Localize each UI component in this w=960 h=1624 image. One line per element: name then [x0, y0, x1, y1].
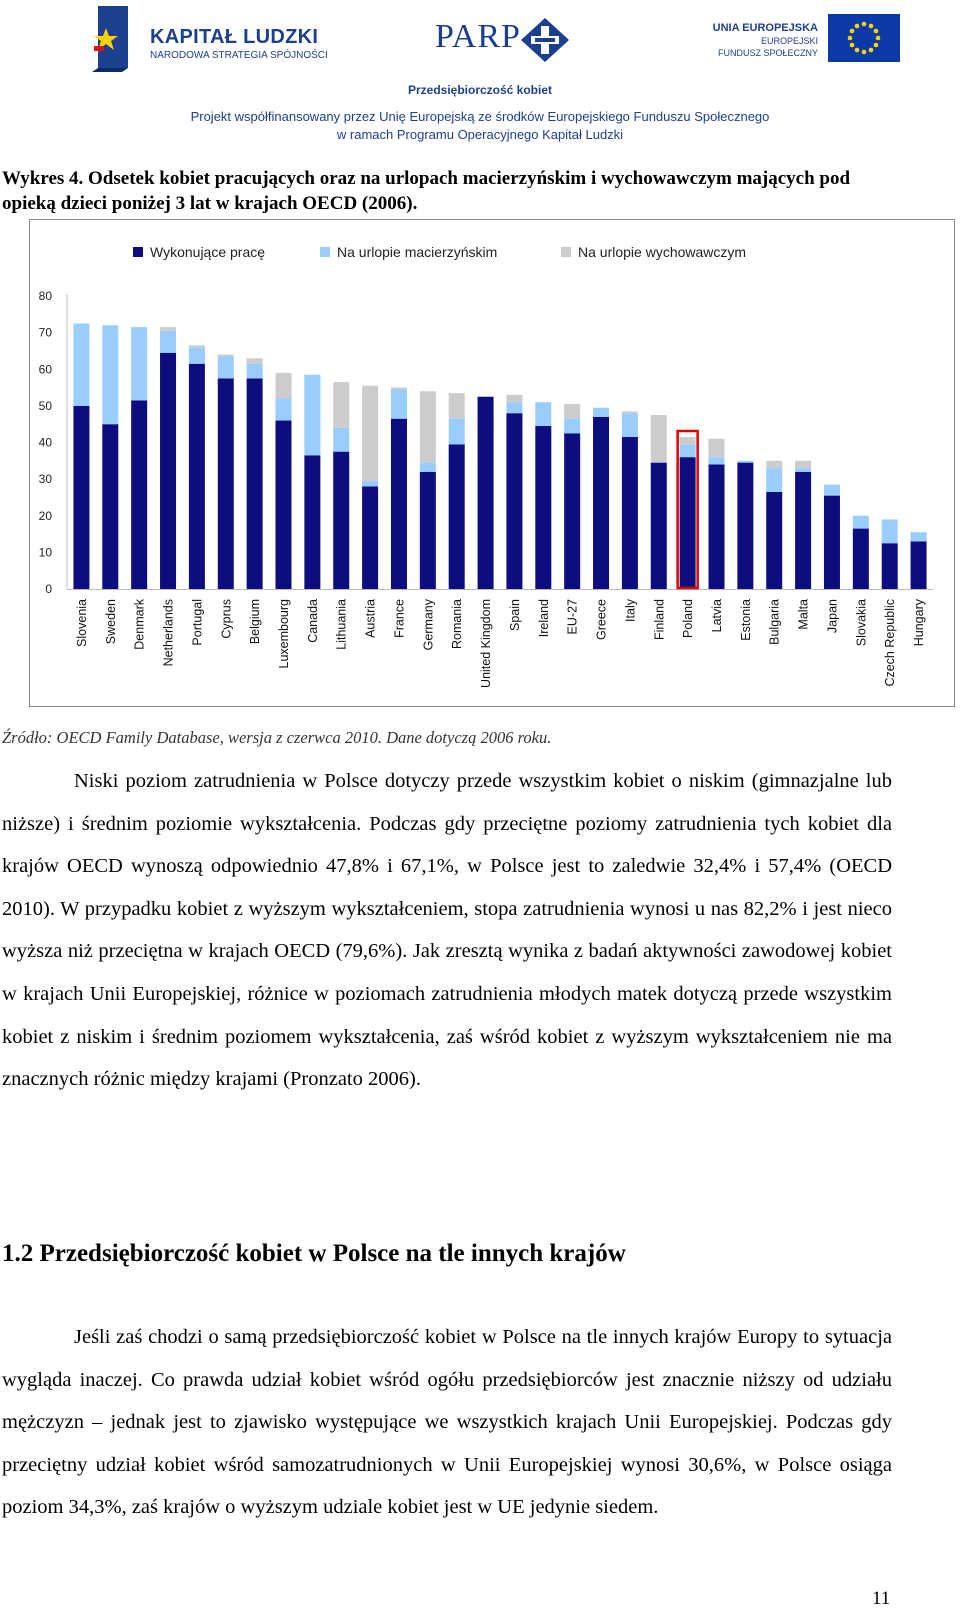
eu-flag-icon [828, 14, 900, 62]
kapital-ludzki-subtitle: NARODOWA STRATEGIA SPÓJNOŚCI [150, 50, 328, 61]
x-tick-label: France [392, 599, 407, 638]
x-tick-label: Germany [421, 599, 436, 651]
x-tick-label: Netherlands [161, 599, 176, 667]
bar-segment [709, 439, 725, 457]
bar-segment [622, 437, 638, 589]
bar-segment [622, 411, 638, 413]
bar-segment [564, 404, 580, 419]
bar-segment [651, 463, 667, 589]
bar-segment [535, 426, 551, 589]
x-tick-label: Latvia [710, 599, 724, 633]
x-tick-label: Sweden [103, 599, 118, 645]
x-tick-label: Finland [652, 599, 667, 640]
bar-segment [449, 444, 465, 589]
bar-segment [218, 356, 234, 378]
bar-segment [102, 424, 118, 589]
y-tick-label: 80 [38, 289, 52, 303]
bar-segment [189, 345, 205, 347]
kapital-ludzki-title: KAPITAŁ LUDZKI [150, 26, 319, 48]
parp-logo-text: PARP [435, 18, 521, 55]
bar-segment [73, 323, 89, 405]
x-tick-label: Denmark [132, 599, 147, 650]
x-tick-label: Japan [825, 599, 840, 634]
bar-segment [766, 461, 782, 468]
header-program-line: w ramach Programu Operacyjnego Kapitał Ludzki [336, 127, 624, 142]
bar-segment [680, 457, 696, 589]
bar-segment [680, 444, 696, 457]
legend-swatch [561, 247, 571, 257]
bar-segment [391, 388, 407, 390]
bar-segment [680, 437, 696, 444]
chart-canvas [30, 220, 954, 706]
y-tick-label: 20 [38, 508, 52, 523]
y-tick-label: 50 [38, 398, 52, 413]
x-tick-label: Czech Republic [883, 599, 898, 687]
bar-segment [391, 389, 407, 418]
eu-logo-line3: FUNDUSZ SPOŁECZNY [717, 48, 818, 58]
x-tick-label: Spain [507, 599, 522, 631]
y-tick-label: 10 [38, 545, 52, 560]
legend-swatch [133, 247, 143, 257]
bar-segment [102, 325, 118, 424]
eu-logo-line1: UNIA EUROPEJSKA [712, 22, 818, 34]
bar-segment [564, 419, 580, 434]
bar-segment [593, 408, 609, 417]
bar-segment [882, 543, 898, 589]
bar-segment [737, 463, 753, 589]
figure-title: Wykres 4. Odsetek kobiet pracujących oraz na urlopach macierzyńskim i wychowawczym mających pod opieką dzieci poniżej 3 lat w krajach OECD (2006). [2, 168, 851, 214]
stacked-bar-chart [29, 219, 955, 707]
bar-segment [766, 468, 782, 492]
bar-segment [478, 397, 494, 589]
bar-segment [709, 457, 725, 464]
bar-segment [247, 364, 263, 379]
header-project-title: Przedsiębiorczość kobiet [407, 83, 553, 97]
bar-segment [391, 419, 407, 589]
bar-segment [131, 327, 147, 400]
bar-segment [420, 391, 436, 462]
bar-segment [420, 463, 436, 472]
page-number: 11 [872, 1588, 891, 1609]
bar-segment [795, 472, 811, 589]
bar-segment [593, 417, 609, 589]
parp-logo [435, 14, 585, 66]
bar-segment [737, 461, 753, 463]
x-tick-label: Luxembourg [277, 599, 291, 669]
bar-segment [506, 402, 522, 413]
x-tick-label: Romania [450, 599, 465, 650]
bar-segment [276, 399, 292, 421]
bar-segment [535, 402, 551, 426]
x-tick-label: Austria [363, 599, 378, 638]
bar-segment [824, 496, 840, 589]
bar-segment [333, 452, 349, 589]
legend-label: Na urlopie macierzyńskim [337, 244, 498, 260]
bar-segment [218, 378, 234, 589]
bar-segment [247, 378, 263, 589]
bar-segment [449, 419, 465, 445]
bar-segment [853, 516, 869, 529]
bar-segment [795, 468, 811, 472]
x-tick-label: EU-27 [565, 599, 580, 635]
bar-segment [795, 461, 811, 468]
page-header [0, 0, 960, 150]
y-tick-label: 0 [45, 582, 52, 596]
bar-segment [824, 485, 840, 496]
bar-segment [160, 353, 176, 589]
paragraph-entrepreneurship [2, 1316, 892, 1529]
bar-segment [911, 541, 927, 589]
bar-segment [911, 532, 927, 541]
section-heading: 1.2 Przedsiębiorczość kobiet w Polsce na tle innych krajów [2, 1240, 626, 1267]
source-note: Źródło: OECD Family Database, wersja z czerwca 2010. Dane dotyczą 2006 roku. [2, 728, 552, 747]
x-tick-label: Belgium [248, 599, 263, 645]
y-tick-label: 40 [38, 435, 52, 450]
bar-segment [131, 400, 147, 589]
x-tick-label: Slovakia [854, 599, 869, 647]
x-tick-label: Italy [623, 599, 638, 622]
bar-segment [218, 355, 234, 357]
bar-segment [276, 373, 292, 399]
eu-logo-line2: EUROPEJSKI [760, 36, 818, 46]
parp-mark-icon [521, 18, 569, 62]
bar-segment [362, 486, 378, 589]
x-tick-label: Ireland [536, 599, 551, 638]
x-tick-label: Estonia [738, 599, 753, 641]
x-tick-label: Portugal [190, 599, 205, 646]
bar-segment [73, 406, 89, 589]
paragraph-entrepreneurship-text: Jeśli zaś chodzi o samą przedsiębiorczość kobiet w Polsce na tle innych krajów Europy to sytuacja wygląda inaczej. Co prawda udział kobiet wśród ogółu przedsiębiorców jest znacznie niższy od udziału mężczyzn – jednak jest to zjawisko występujące we wszystkich krajach Unii Europejskiej. Podczas gdy przeciętny udział kobiet wśród samozatrudnionych w Unii Europejskiej wynosi 30,6%, w Polsce osiąga poziom 34,3%, zaś krajów o wyższym udziale kobiet jest w UE jedynie siedem. [2, 1326, 892, 1519]
x-tick-label: Greece [594, 599, 609, 640]
bar-segment [247, 358, 263, 363]
bar-segment [651, 415, 667, 463]
bar-segment [304, 375, 320, 456]
x-tick-label: Hungary [912, 599, 927, 647]
x-tick-label: Cyprus [219, 599, 234, 639]
bar-segment [766, 492, 782, 589]
header-funding-line: Projekt współfinansowany przez Unię Europejską ze środków Europejskiego Funduszu Społecznego [190, 109, 770, 124]
y-tick-label: 70 [38, 325, 52, 340]
bar-segment [853, 529, 869, 589]
x-tick-label: Poland [681, 599, 696, 638]
legend-swatch [320, 247, 330, 257]
bar-segment [362, 481, 378, 486]
x-tick-label: Malta [796, 599, 811, 630]
bar-segment [362, 386, 378, 481]
bar-segment [304, 455, 320, 589]
bar-segment [333, 428, 349, 452]
bar-segment [622, 413, 638, 437]
bar-segment [276, 421, 292, 589]
x-tick-label: Lithuania [334, 599, 349, 650]
kapital-ludzki-logo [92, 6, 332, 76]
bar-segment [333, 382, 349, 428]
bar-segment [506, 395, 522, 402]
bar-segment [506, 413, 522, 589]
bar-segment [449, 393, 465, 419]
x-tick-label: Canada [305, 599, 320, 643]
bar-segment [564, 433, 580, 589]
bar-segment [189, 347, 205, 363]
paragraph-employment [2, 760, 892, 1101]
eu-logo [712, 14, 900, 66]
legend-label: Na urlopie wychowawczym [578, 244, 747, 260]
bar-segment [882, 519, 898, 543]
bar-segment [160, 327, 176, 331]
bar-segment [709, 464, 725, 589]
y-tick-label: 60 [38, 362, 52, 377]
x-tick-label: Slovenia [74, 599, 89, 647]
legend-label: Wykonujące pracę [150, 244, 266, 260]
x-tick-label: Bulgaria [767, 599, 782, 645]
bar-segment [420, 472, 436, 589]
y-tick-label: 30 [38, 472, 52, 487]
paragraph-employment-text: Niski poziom zatrudnienia w Polsce dotyczy przede wszystkim kobiet o niskim (gimnazjalne lub niższe) i średnim poziomie wykształcenia. Podczas gdy przeciętne poziomy zatrudnienia tych kobiet dla krajów OECD wynoszą odpowiednio 47,8% i 67,1%, w Polsce jest to zaledwie 32,4% i 57,4% (OECD 2010). W przypadku kobiet z wyższym wykształceniem, stopa zatrudnienia wynosi u nas 82,2% i jest nieco wyższa niż przeciętna w krajach OECD (79,6%). Jak zresztą wynika z badań aktywności zawodowej kobiet w krajach Unii Europejskiej, różnice w poziomach zatrudnienia młodych matek dotyczą przede wszystkim kobiet z niskim i średnim poziomem wykształcenia, zaś wśród kobiet z wyższym wykształceniem nie ma znacznych różnic między krajami (Pronzato 2006). [2, 770, 892, 1091]
bar-segment [189, 364, 205, 589]
kapital-ludzki-flag-icon [92, 6, 132, 72]
x-tick-label: United Kingdom [479, 599, 494, 688]
bar-segment [160, 331, 176, 353]
